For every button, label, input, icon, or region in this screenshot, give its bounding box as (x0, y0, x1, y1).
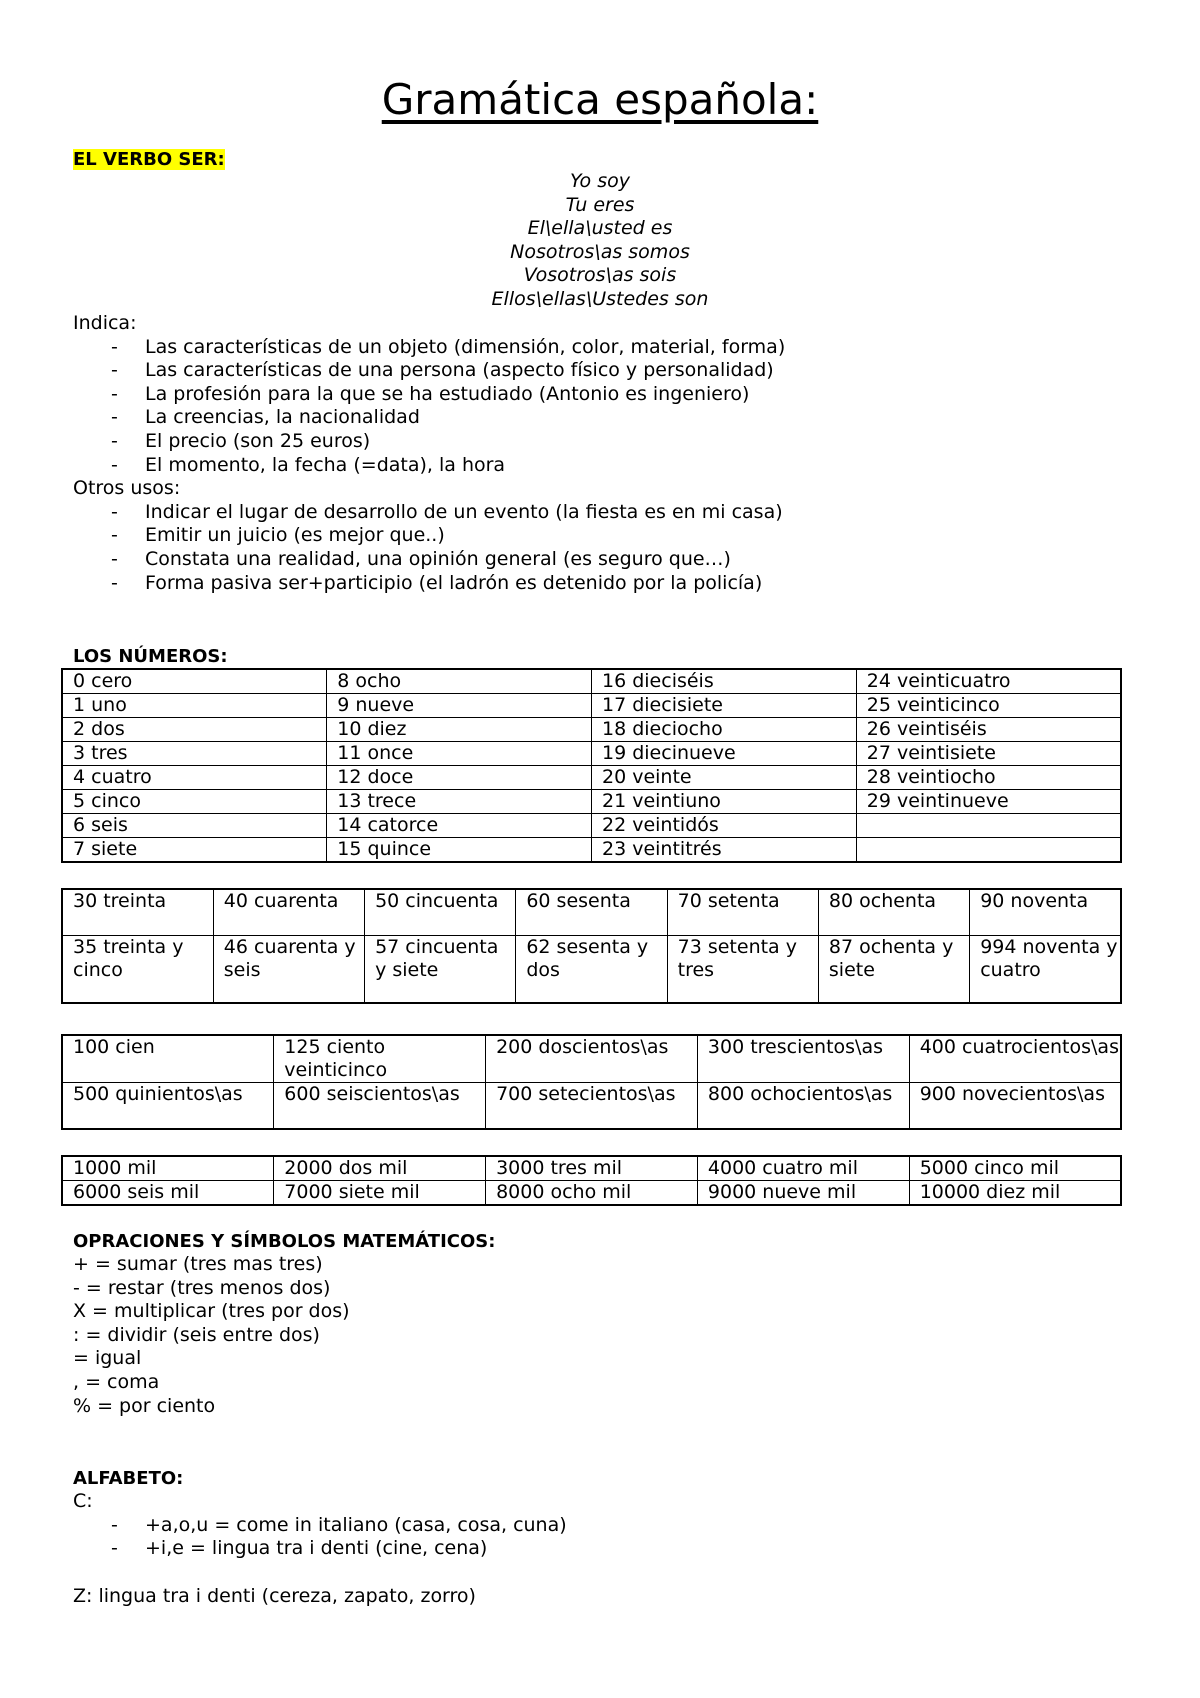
list-item: - +i,e = lingua tra i denti (cine, cena) (111, 1537, 488, 1560)
table-cell: 62 sesenta y dos (516, 935, 667, 1003)
table-cell: 22 veintidós (592, 814, 857, 838)
list-item: - Las características de una persona (aspecto físico y personalidad) (111, 359, 774, 382)
table-cell: 8 ocho (327, 669, 592, 694)
list-item: - Constata una realidad, una opinión general (es seguro que…) (111, 547, 731, 570)
operation-line: = igual (73, 1347, 142, 1370)
c-label: C: (73, 1490, 93, 1512)
table-cell: 12 doce (327, 766, 592, 790)
table-cell: 2 dos (62, 718, 327, 742)
table-cell: 11 once (327, 742, 592, 766)
numbers-table-tens (61, 888, 1122, 1004)
table-cell: 400 cuatrocientos\as (909, 1035, 1121, 1083)
table-cell: 994 noventa y cuatro (970, 935, 1121, 1003)
operation-line: : = dividir (seis entre dos) (73, 1323, 320, 1346)
table-cell: 200 doscientos\as (486, 1035, 698, 1083)
table-cell: 35 treinta y cinco (62, 935, 213, 1003)
page-title: Gramática española: (381, 75, 819, 124)
table-cell: 46 cuarenta y seis (213, 935, 364, 1003)
verbo-ser-conjugations (0, 170, 1200, 312)
table-cell: 125 ciento veinticinco (274, 1035, 486, 1083)
table-row (62, 838, 1121, 863)
conjugation-line: Nosotros\as somos (510, 240, 690, 263)
table-row (62, 814, 1121, 838)
table-cell: 57 cincuenta y siete (365, 935, 516, 1003)
table-cell: 50 cincuenta (365, 889, 516, 935)
table-cell: 19 diecinueve (592, 742, 857, 766)
table-cell: 5000 cinco mil (909, 1156, 1121, 1181)
table-cell: 25 veinticinco (856, 694, 1121, 718)
operation-line: X = multiplicar (tres por dos) (73, 1300, 350, 1323)
table-cell: 24 veinticuatro (856, 669, 1121, 694)
table-cell: 16 dieciséis (592, 669, 857, 694)
table-cell: 900 novecientos\as (909, 1083, 1121, 1129)
table-cell: 700 setecientos\as (486, 1083, 698, 1129)
table-cell: 13 trece (327, 790, 592, 814)
table-cell: 27 veintisiete (856, 742, 1121, 766)
table-row (62, 1181, 1121, 1206)
table-cell: 300 trescientos\as (697, 1035, 909, 1083)
table-cell: 6000 seis mil (62, 1181, 274, 1206)
conjugation-line: Vosotros\as sois (523, 264, 677, 287)
verbo-ser-usos (73, 312, 785, 595)
alfabeto-z (73, 1585, 476, 1609)
table-cell: 14 catorce (327, 814, 592, 838)
table-cell: 4 cuatro (62, 766, 327, 790)
conjugation-line: Yo soy (570, 170, 630, 192)
otros-usos-label: Otros usos: (73, 477, 181, 500)
table-cell: 23 veintitrés (592, 838, 857, 863)
table-cell: 8000 ocho mil (486, 1181, 698, 1206)
verbo-ser-heading-text: EL VERBO SER: (73, 149, 225, 170)
table-cell: 26 veintiséis (856, 718, 1121, 742)
table-row (62, 790, 1121, 814)
table-cell: 3 tres (62, 742, 327, 766)
table-cell: 10000 diez mil (909, 1181, 1121, 1206)
table-cell: 30 treinta (62, 889, 213, 935)
table-cell: 9000 nueve mil (697, 1181, 909, 1206)
table-row (62, 718, 1121, 742)
table-cell: 70 setenta (667, 889, 818, 935)
table-row (62, 694, 1121, 718)
list-item: - Forma pasiva ser+participio (el ladrón es detenido por la policía) (111, 571, 763, 594)
table-cell: 7 siete (62, 838, 327, 863)
table-cell: 21 veintiuno (592, 790, 857, 814)
table-cell: 7000 siete mil (274, 1181, 486, 1206)
table-cell: 17 diecisiete (592, 694, 857, 718)
table-row (62, 669, 1121, 694)
operaciones-heading: OPRACIONES Y SÍMBOLOS MATEMÁTICOS: (73, 1231, 496, 1252)
table-row (62, 889, 1121, 935)
table-row (62, 742, 1121, 766)
alfabeto-heading: ALFABETO: (73, 1468, 184, 1489)
numeros-heading: LOS NÚMEROS: (73, 646, 228, 667)
table-cell: 800 ochocientos\as (697, 1083, 909, 1129)
table-cell (856, 838, 1121, 863)
list-item: - Las características de un objeto (dimensión, color, material, forma) (111, 335, 786, 358)
numbers-table-0-29 (61, 668, 1122, 863)
numbers-table-thousands (61, 1155, 1122, 1206)
table-row (62, 766, 1121, 790)
table-cell: 4000 cuatro mil (697, 1156, 909, 1181)
table-cell: 18 dieciocho (592, 718, 857, 742)
table-row (62, 1083, 1121, 1129)
list-item: - El precio (son 25 euros) (111, 429, 371, 452)
table-cell: 5 cinco (62, 790, 327, 814)
conjugation-line: Tu eres (565, 193, 635, 216)
list-item: - La profesión para la que se ha estudiado (Antonio es ingeniero) (111, 382, 750, 405)
numbers-table-hundreds (61, 1034, 1122, 1130)
table-cell: 87 ochenta y siete (818, 935, 969, 1003)
list-item: - +a,o,u = come in italiano (casa, cosa, cuna) (111, 1513, 567, 1536)
list-item: - La creencias, la nacionalidad (111, 406, 420, 429)
table-cell: 73 setenta y tres (667, 935, 818, 1003)
table-cell: 1 uno (62, 694, 327, 718)
operation-line: , = coma (73, 1370, 160, 1393)
alfabeto-list (73, 1490, 567, 1561)
table-cell: 2000 dos mil (274, 1156, 486, 1181)
conjugation-line: El\ella\usted es (527, 217, 673, 240)
table-cell: 1000 mil (62, 1156, 274, 1181)
table-cell: 9 nueve (327, 694, 592, 718)
table-cell (856, 814, 1121, 838)
list-item: - Emitir un juicio (es mejor que..) (111, 524, 445, 547)
table-cell: 15 quince (327, 838, 592, 863)
operation-line: % = por ciento (73, 1394, 216, 1417)
z-line: Z: lingua tra i denti (cereza, zapato, zorro) (73, 1585, 476, 1607)
verbo-ser-heading (73, 148, 225, 172)
table-cell: 60 sesenta (516, 889, 667, 935)
table-cell: 40 cuarenta (213, 889, 364, 935)
conjugation-line: Ellos\ellas\Ustedes son (491, 287, 709, 310)
table-cell: 29 veintinueve (856, 790, 1121, 814)
table-cell: 20 veinte (592, 766, 857, 790)
list-item: - El momento, la fecha (=data), la hora (111, 453, 506, 476)
table-cell: 90 noventa (970, 889, 1121, 935)
indica-label: Indica: (73, 312, 137, 334)
table-row (62, 1035, 1121, 1083)
table-cell: 28 veintiocho (856, 766, 1121, 790)
table-row (62, 935, 1121, 1003)
operation-line: - = restar (tres menos dos) (73, 1276, 331, 1299)
table-cell: 80 ochenta (818, 889, 969, 935)
table-row (62, 1156, 1121, 1181)
operation-line: + = sumar (tres mas tres) (73, 1253, 323, 1275)
list-item: - Indicar el lugar de desarrollo de un evento (la fiesta es en mi casa) (111, 500, 783, 523)
table-cell: 0 cero (62, 669, 327, 694)
table-cell: 100 cien (62, 1035, 274, 1083)
table-cell: 3000 tres mil (486, 1156, 698, 1181)
operaciones-list (73, 1253, 350, 1418)
table-cell: 600 seiscientos\as (274, 1083, 486, 1129)
table-cell: 6 seis (62, 814, 327, 838)
table-cell: 500 quinientos\as (62, 1083, 274, 1129)
table-cell: 10 diez (327, 718, 592, 742)
